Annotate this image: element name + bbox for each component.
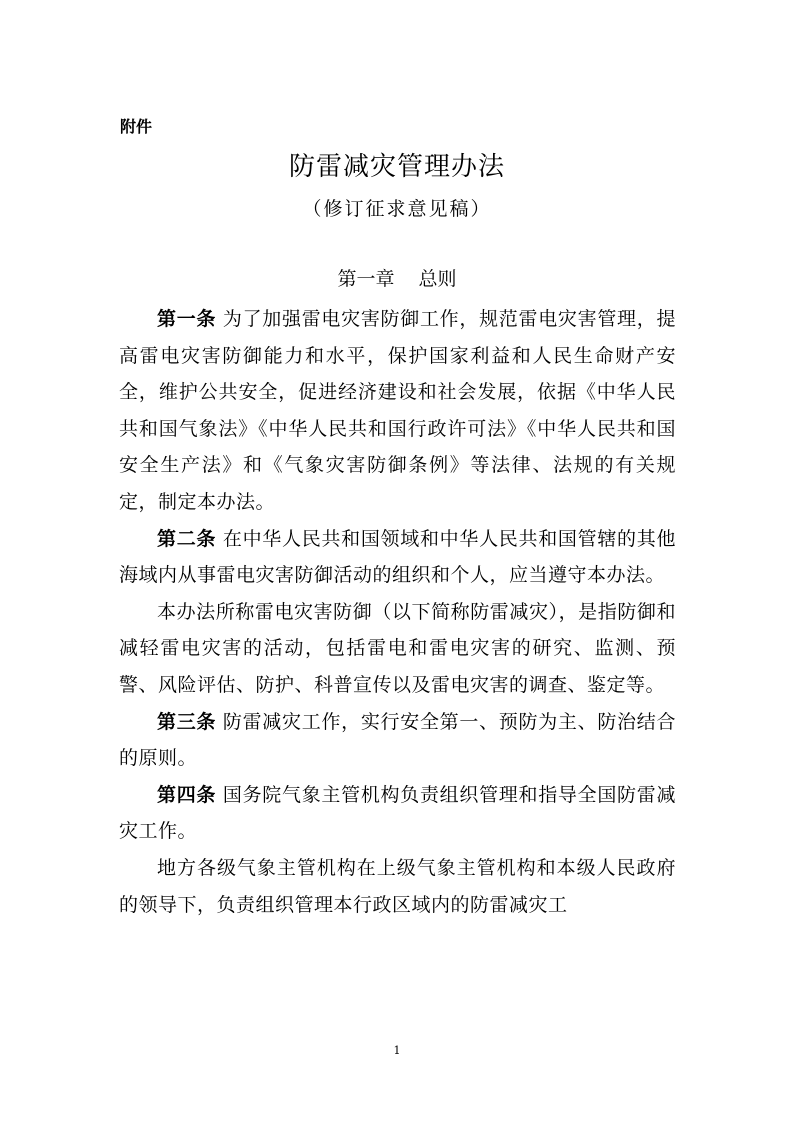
paragraph (119, 704, 676, 777)
paragraph-text: 地方各级气象主管机构在上级气象主管机构和本级人民政府的领导下，负责组织管理本行政区域内的防雷减灾工 (119, 856, 676, 916)
paragraph (119, 594, 676, 704)
paragraph (119, 850, 676, 923)
chapter-number: 第一章 (337, 268, 395, 290)
paragraph-text: 防雷减灾工作，实行安全第一、预防为主、防治结合的原则。 (119, 710, 676, 770)
paragraph (119, 777, 676, 850)
article-number: 第四条 (157, 783, 217, 806)
attachment-label: 附件 (120, 117, 153, 136)
paragraph-text: 在中华人民共和国领域和中华人民共和国管辖的其他海域内从事雷电灾害防御活动的组织和个人，应当遵守本办法。 (119, 527, 676, 587)
paragraph-text: 国务院气象主管机构负责组织管理和指导全国防雷减灾工作。 (119, 783, 676, 843)
document-title: 防雷减灾管理办法 (288, 152, 505, 182)
article-number: 第一条 (157, 308, 217, 330)
paragraph (119, 301, 676, 521)
document-subtitle: （修订征求意见稿） (302, 198, 492, 220)
article-number: 第二条 (157, 527, 217, 550)
chapter-name: 总则 (418, 268, 457, 290)
article-number: 第三条 (157, 710, 217, 733)
chapter-heading (0, 264, 794, 291)
document-body (119, 301, 676, 923)
paragraph (119, 521, 676, 594)
paragraph-text: 本办法所称雷电灾害防御（以下简称防雷减灾），是指防御和减轻雷电灾害的活动，包括雷电和雷电灾害的研究、监测、预警、风险评估、防护、科普宣传以及雷电灾害的调查、鉴定等。 (119, 600, 676, 696)
paragraph-text: 为了加强雷电灾害防御工作，规范雷电灾害管理，提高雷电灾害防御能力和水平，保护国家利益和人民生命财产安全，维护公共安全，促进经济建设和社会发展，依据《中华人民共和国气象法》《中华人民共和国行政许可法》《中华人民共和国安全生产法》和《气象灾害防御条例》等法律、法规的有关规定，制定本办法。 (119, 308, 676, 513)
page-number: 1 (393, 1044, 401, 1057)
